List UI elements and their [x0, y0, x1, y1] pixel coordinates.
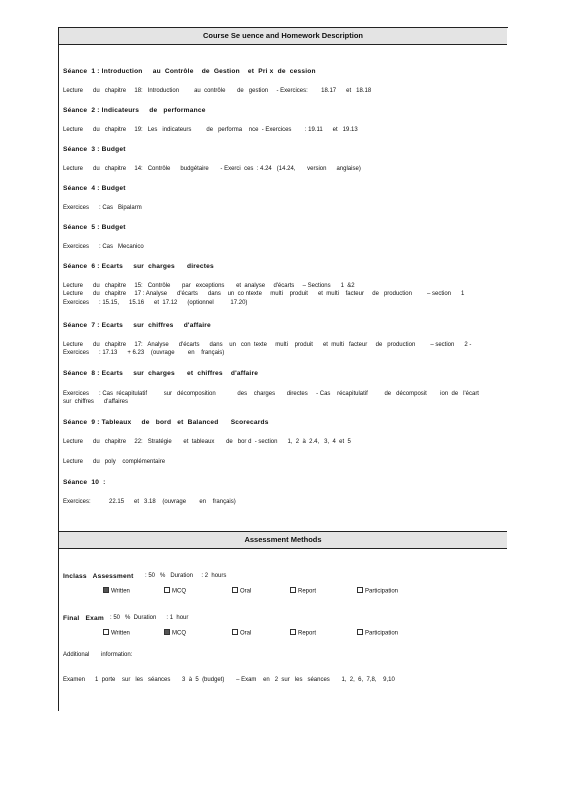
inclass-written-option[interactable] [103, 588, 130, 595]
option-label: Participation [365, 630, 399, 637]
session-2-title: Séance 2 : Indicateurs de performance [63, 107, 206, 114]
final-report-option[interactable] [290, 630, 316, 637]
checkbox-icon[interactable] [357, 587, 363, 593]
checkbox-icon[interactable] [357, 629, 363, 635]
session-9-title: Séance 9 : Tableaux de bord et Balanced Scorecards [63, 419, 269, 426]
option-label: Written [111, 588, 130, 595]
option-label: Oral [240, 588, 252, 595]
session-6-line-2: Lecture du chapitre 17 : Analyse d'écarts dans un co ntexte multi produit et multi facteur de production – section 1 [63, 291, 465, 297]
session-3-line: Lecture du chapitre 14: Contrôle budgétaire - Exerci ces : 4.24 (14.24, version anglaise) [63, 166, 361, 172]
session-6-line-1: Lecture du chapitre 15: Contrôle par exceptions et analyse d'écarts – Sections 1 &2 [63, 283, 355, 289]
option-label: MCQ [172, 588, 186, 595]
session-6-line-3: Exercices : 15.15, 15.16 et 17.12 (optionnel 17.20) [63, 300, 248, 306]
session-1-line: Lecture du chapitre 18: Introduction au contrôle de gestion - Exercices: 18.17 et 18.18 [63, 88, 372, 94]
inclass-oral-option[interactable] [232, 588, 251, 595]
exam-note: Examen 1 porte sur les séances 3 à 5 (budget) – Exam en 2 sur les séances 1, 2, 6, 7,8, 9,10 [63, 677, 395, 683]
session-4-title: Séance 4 : Budget [63, 185, 126, 192]
assessment-methods-header: Assessment Methods [59, 531, 507, 549]
checkbox-checked-icon[interactable] [164, 629, 170, 635]
checkbox-icon[interactable] [232, 587, 238, 593]
final-exam-title: Final Exam [63, 615, 104, 622]
final-participation-option[interactable] [357, 630, 398, 637]
session-5-title: Séance 5 : Budget [63, 224, 126, 231]
session-8-title: Séance 8 : Ecarts sur charges et chiffres d'affaire [63, 370, 259, 377]
option-label: Oral [240, 630, 252, 637]
checkbox-icon[interactable] [290, 629, 296, 635]
option-label: Written [111, 630, 130, 637]
session-7-title: Séance 7 : Ecarts sur chiffres d'affaire [63, 322, 211, 329]
session-4-line: Exercices : Cas Bipalarm [63, 205, 142, 211]
inclass-mcq-option[interactable] [164, 588, 186, 595]
option-label: Participation [365, 588, 399, 595]
session-6-title: Séance 6 : Ecarts sur charges directes [63, 263, 214, 270]
final-mcq-option[interactable] [164, 630, 186, 637]
session-2-line: Lecture du chapitre 19: Les indicateurs de performa nce - Exercices : 19.11 et 19.13 [63, 127, 358, 133]
final-oral-option[interactable] [232, 630, 251, 637]
option-label: MCQ [172, 630, 186, 637]
inclass-assessment-title: Inclass Assessment [63, 573, 134, 580]
inclass-assessment-detail: : 50 % Duration : 2 hours [145, 573, 227, 579]
checkbox-icon[interactable] [290, 587, 296, 593]
session-10-title: Séance 10 : [63, 479, 106, 486]
session-7-line-2: Exercices : 17.13 + 6.23 (ouvrage en français) [63, 350, 225, 356]
final-exam-detail: : 50 % Duration : 1 hour [110, 615, 189, 621]
session-5-line: Exercices : Cas Mecanico [63, 244, 144, 250]
session-9-line: Lecture du chapitre 22: Stratégie et tableaux de bor d - section 1, 2 à 2.4, 3, 4 et 5 [63, 439, 351, 445]
checkbox-icon[interactable] [164, 587, 170, 593]
session-1-title: Séance 1 : Introduction au Contrôle de Gestion et Pri x de cession [63, 68, 316, 75]
additional-information-label: Additional information: [63, 652, 133, 658]
session-8-line-1: Exercices : Cas récapitulatif sur décomposition des charges directes - Cas récapitulatif de décomposit ion de l'écart [63, 391, 479, 397]
checkbox-icon[interactable] [103, 629, 109, 635]
final-written-option[interactable] [103, 630, 130, 637]
inclass-report-option[interactable] [290, 588, 316, 595]
session-7-line-1: Lecture du chapitre 17: Analyse d'écarts dans un con texte multi produit et multi facteur de production – section 2 - [63, 342, 472, 348]
session-10-line: Exercices: 22.15 et 3.18 (ouvrage en français) [63, 499, 236, 505]
course-sequence-header: Course Se uence and Homework Description [59, 27, 507, 45]
checkbox-icon[interactable] [232, 629, 238, 635]
option-label: Report [298, 630, 317, 637]
session-8-line-2: sur chiffres d'affaires [63, 399, 128, 405]
session-9-extra-line: Lecture du poly complémentaire [63, 459, 166, 465]
session-3-title: Séance 3 : Budget [63, 146, 126, 153]
inclass-participation-option[interactable] [357, 588, 398, 595]
option-label: Report [298, 588, 317, 595]
checkbox-checked-icon[interactable] [103, 587, 109, 593]
